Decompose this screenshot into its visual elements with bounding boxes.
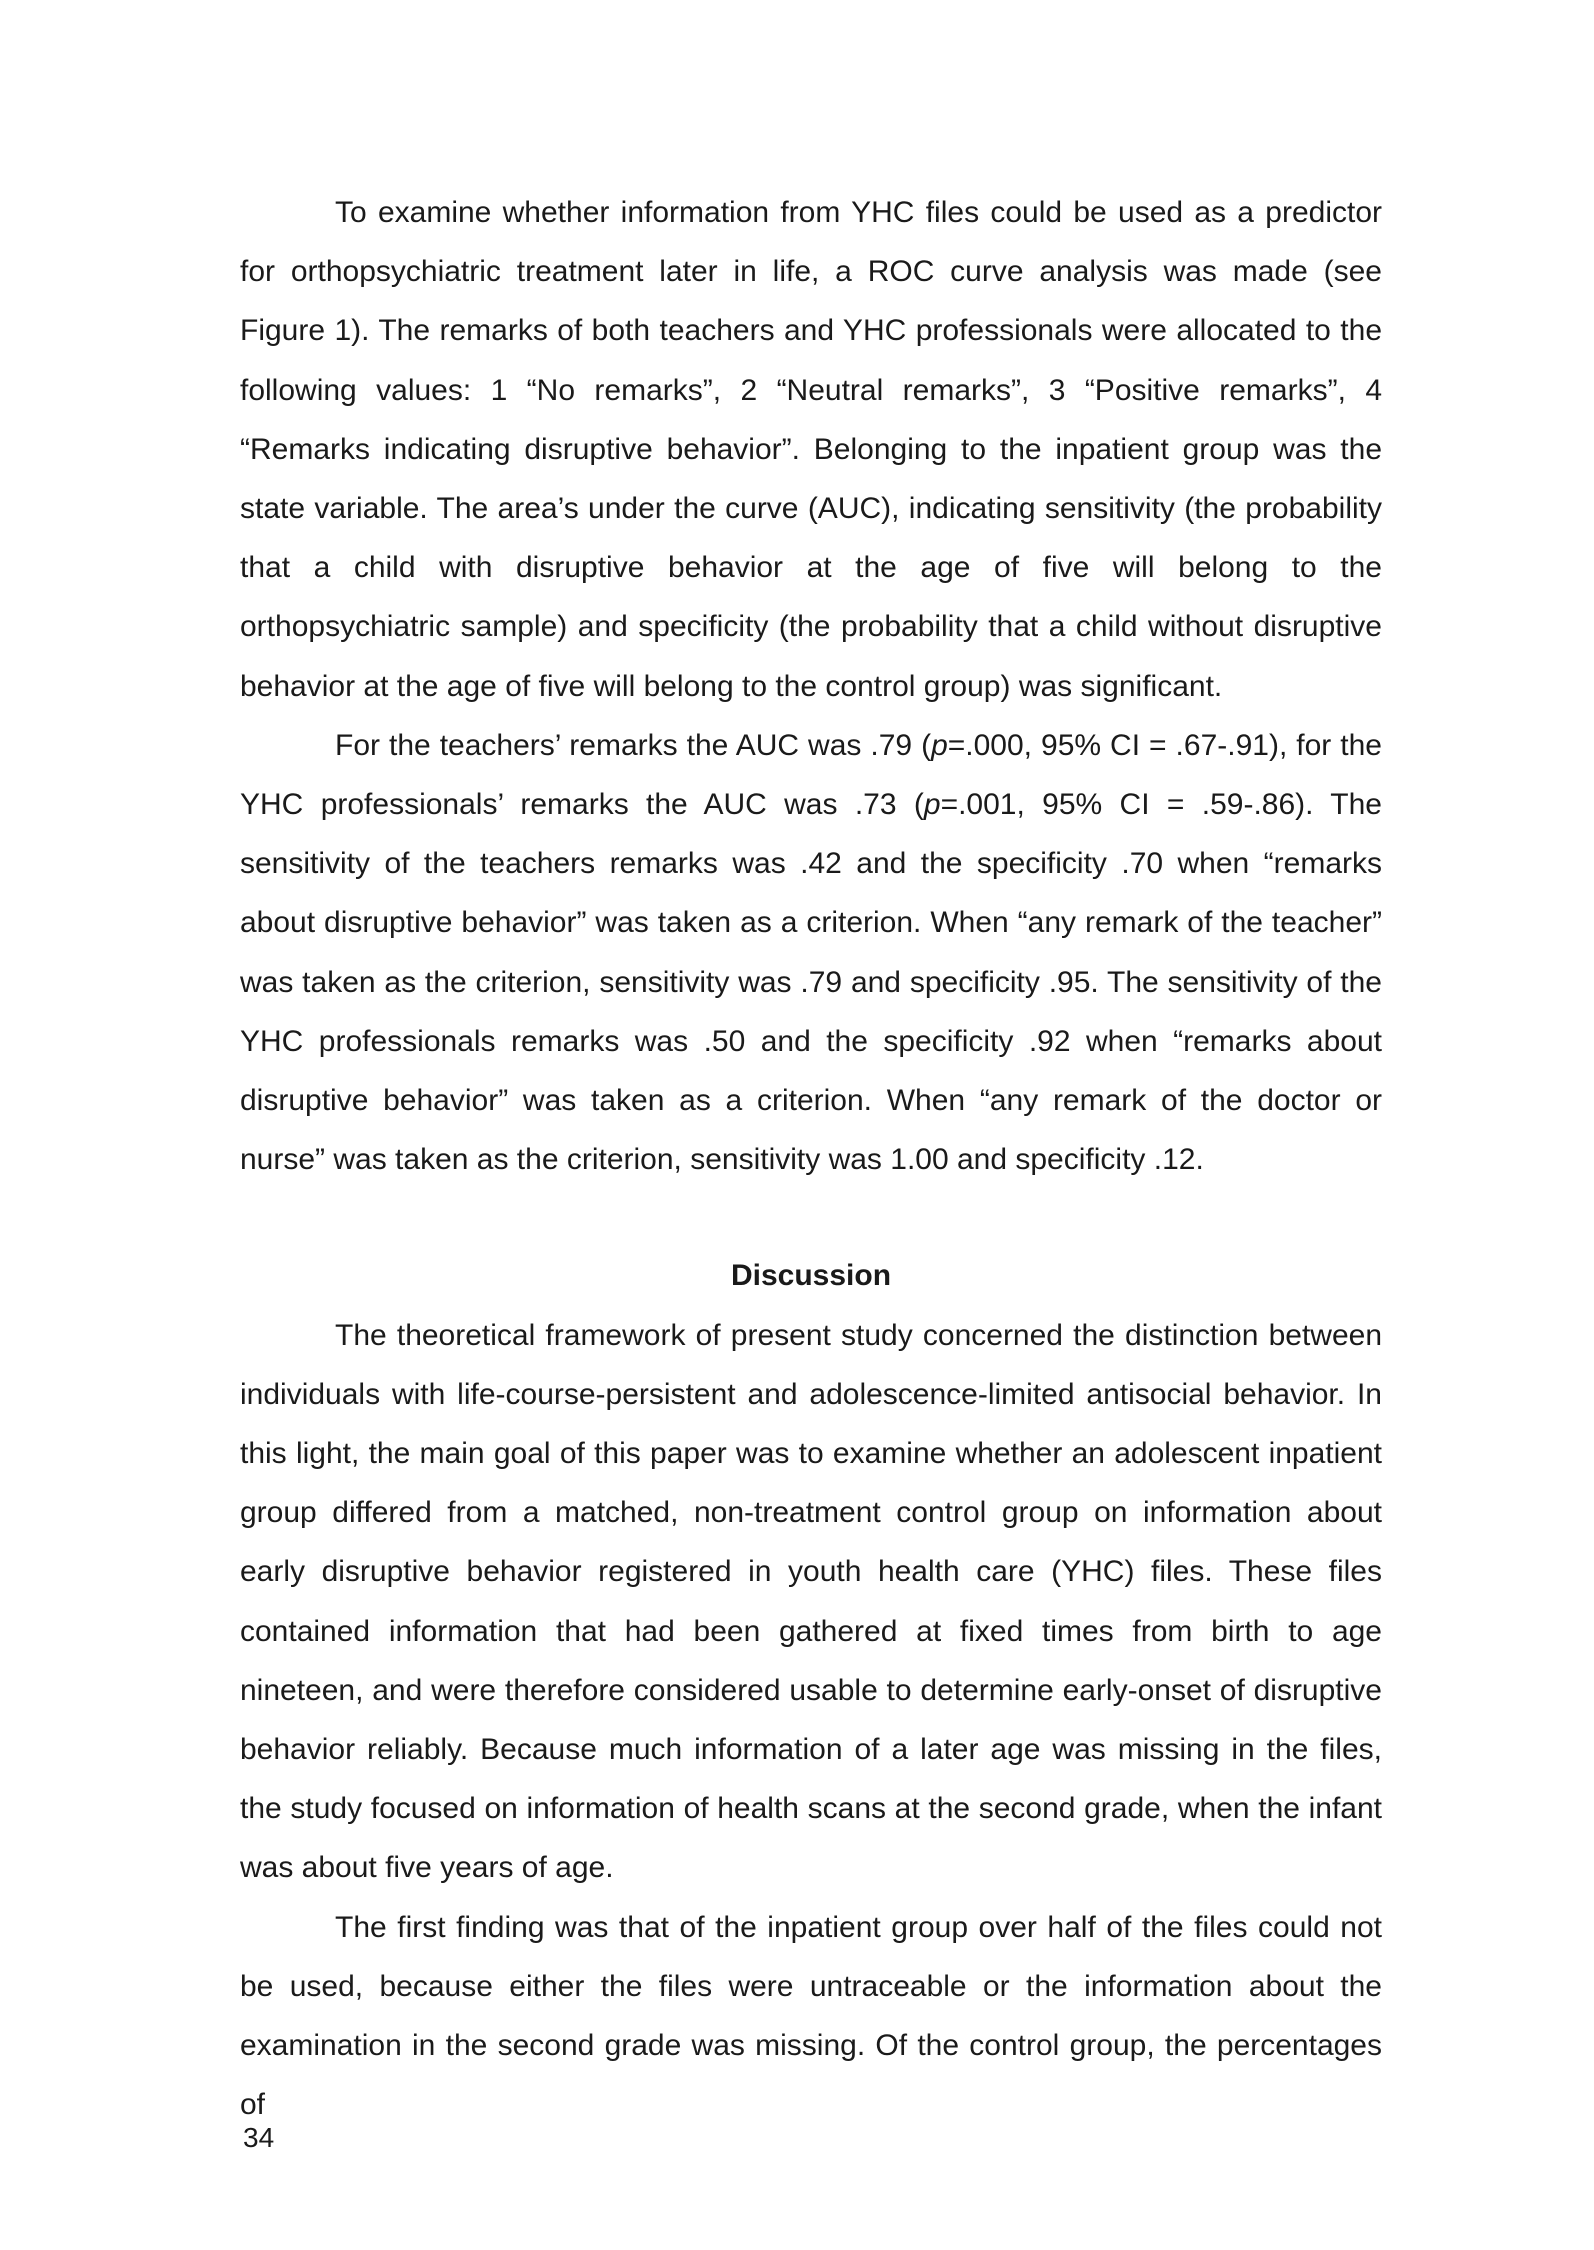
page-body <box>240 183 1382 2135</box>
discussion-paragraph-first-finding: The first finding was that of the inpatient group over half of the files could not be used, because either the files were untraceable or the information about the examination in the second grade was missing. Of the control group, the percentages of <box>240 1910 1382 2122</box>
results-paragraph-roc: To examine whether information from YHC files could be used as a predictor for orthopsychiatric treatment later in life, a ROC curve analysis was made (see Figure 1). The remarks of both teachers and YHC professionals were allocated to the following values: 1 “No remarks”, 2 “Neutral remarks”, 3 “Positive remarks”, 4 “Remarks indicating disruptive behavior”. Belonging to the inpatient group was the state variable. The area’s under the curve (AUC), indicating sensitivity (the probability that a child with disruptive behavior at the age of five will belong to the orthopsychiatric sample) and specificity (the probability that a child without disruptive behavior at the age of five will belong to the control group) was significant. <box>240 196 1382 703</box>
p-value-symbol: p <box>923 788 941 822</box>
auc-text-part-1: For the teachers’ remarks the AUC was .79 ( <box>335 728 932 762</box>
results-paragraph-auc <box>240 716 1382 1190</box>
page-number: 34 <box>243 2122 275 2153</box>
auc-text-part-3: =.001, 95% CI = .59-.86). The sensitivity of the teachers remarks was .42 and the specificity .70 when “remarks about disruptive behavior” was taken as a criterion. When “any remark of the teacher” was taken as the criterion, sensitivity was .79 and specificity .95. The sensitivity of the YHC professionals remarks was .50 and the specificity .92 when “remarks about disruptive behavior” was taken as a criterion. When “any remark of the doctor or nurse” was taken as the criterion, sensitivity was 1.00 and specificity .12. <box>240 788 1382 1177</box>
auc-text-part-2: =.000, 95% CI = .67-.91), for the YHC professionals’ remarks the AUC was .73 ( <box>240 728 1382 822</box>
section-heading-discussion: Discussion <box>730 1259 892 1293</box>
p-value-symbol: p <box>931 728 948 762</box>
discussion-paragraph-framework: The theoretical framework of present study concerned the distinction between individuals with life-course-persistent and adolescence-limited antisocial behavior. In this light, the main goal of this paper was to examine whether an adolescent inpatient group differed from a matched, non-treatment control group on information about early disruptive behavior registered in youth health care (YHC) files. These files contained information that had been gathered at fixed times from birth to age nineteen, and were therefore considered usable to determine early-onset of disruptive behavior reliably. Because much information of a later age was missing in the files, the study focused on information of health scans at the second grade, when the infant was about five years of age. <box>240 1318 1382 1885</box>
